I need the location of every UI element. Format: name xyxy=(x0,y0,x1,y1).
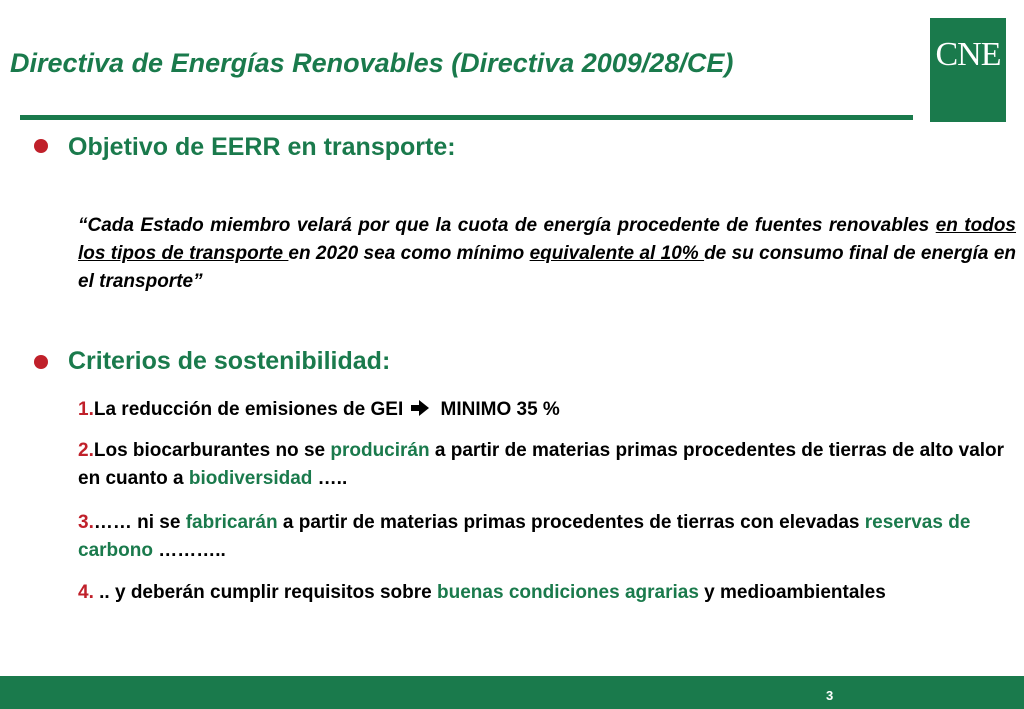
item-highlight: reservas de carbono xyxy=(78,512,971,561)
item-number: 4. xyxy=(78,582,94,603)
criteria-item-1 xyxy=(78,396,1013,424)
criteria-item-3 xyxy=(78,509,1013,565)
item-text: a partir de materias primas procedentes de tierras con elevadas xyxy=(277,512,865,533)
item-number: 2. xyxy=(78,440,94,461)
section-heading-transport: Objetivo de EERR en transporte: xyxy=(68,133,456,161)
quote-underlined-text: equivalente al 10% xyxy=(529,243,705,264)
item-number: 3. xyxy=(78,512,94,533)
item-text: a partir de materias primas procedentes de tierras de alto valor en cuanto a xyxy=(78,440,1005,489)
quote-text: en 2020 sea como mínimo xyxy=(288,243,530,264)
item-text: MINIMO 35 % xyxy=(440,399,560,420)
quote-text: de su consumo final de energía en el transporte” xyxy=(78,243,1016,292)
quote-text: “Cada Estado miembro velará por que la cuota de energía procedente de fuentes renovables xyxy=(78,215,936,236)
slide-title: Directiva de Energías Renovables (Directiva 2009/28/CE) xyxy=(10,48,734,78)
logo-text: CNE xyxy=(935,36,1001,73)
right-arrow-icon xyxy=(411,400,429,416)
item-highlight: producirán xyxy=(330,440,430,461)
item-text: .. y deberán cumplir requisitos sobre xyxy=(93,582,438,603)
item-text: ……….. xyxy=(152,540,226,561)
footer-bar xyxy=(0,676,1024,709)
item-highlight: fabricarán xyxy=(185,512,278,533)
item-text: Los biocarburantes no se xyxy=(93,440,331,461)
quote-underlined-text: en todos los tipos de transporte xyxy=(78,215,1017,264)
item-highlight: biodiversidad xyxy=(188,468,313,489)
page-number: 3 xyxy=(826,688,834,703)
directive-quote xyxy=(78,212,1016,296)
bullet-icon xyxy=(34,139,48,153)
bullet-icon xyxy=(34,355,48,369)
item-highlight: buenas condiciones agrarias xyxy=(437,582,699,603)
cne-logo xyxy=(930,18,1006,122)
item-text: La reducción de emisiones de GEI xyxy=(93,399,409,420)
title-underline xyxy=(20,115,913,120)
item-text: y medioambientales xyxy=(698,582,886,603)
criteria-item-4 xyxy=(78,579,1013,607)
item-number: 1. xyxy=(78,399,94,420)
item-text: …… ni se xyxy=(93,512,186,533)
section-heading-sustainability: Criterios de sostenibilidad: xyxy=(68,347,391,375)
item-text: ….. xyxy=(312,468,348,489)
criteria-item-2 xyxy=(78,437,1013,493)
